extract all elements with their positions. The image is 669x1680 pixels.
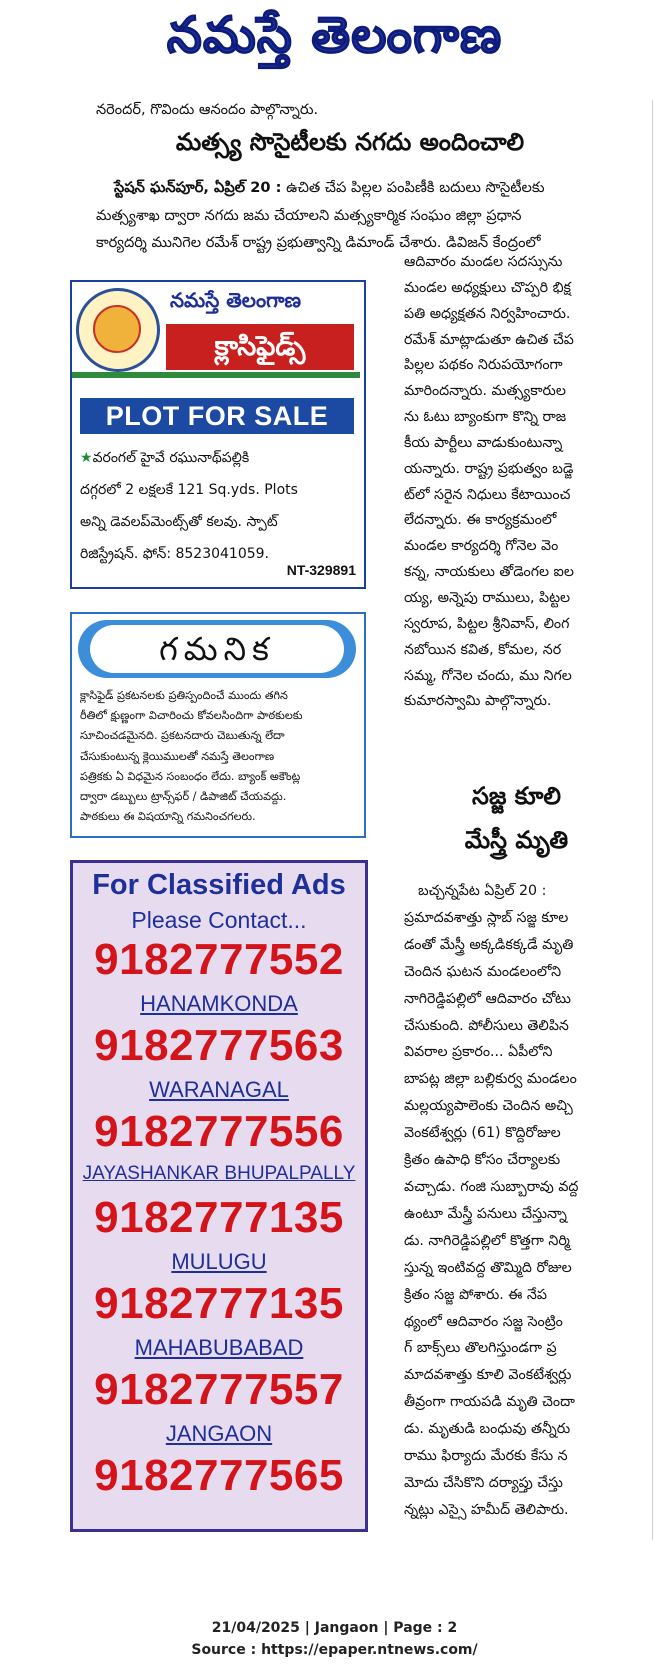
story1-intro <box>96 174 626 257</box>
lead-line: నరెందర్, గొవిందు ఆనందం పాల్గొన్నారు. <box>96 102 319 118</box>
story1-col-line: స్వరూప, పిట్టల శ్రీనివాస్, లింగ <box>404 615 570 632</box>
ad-location: JANGAON <box>165 1421 273 1446</box>
story2-line: గ్ బాక్స్‌లు తొలగిస్తుండగా ప్ర <box>404 1340 557 1357</box>
story2-line: డు. నాగిరెడ్డిపల్లిలో కొత్తగా నిర్మి <box>404 1232 570 1249</box>
classified-brand-top: నమస్తే తెలంగాణ <box>170 288 302 312</box>
story2-body <box>404 878 629 1524</box>
ad-phone: 9182777552 <box>94 935 344 984</box>
story2-line: మల్లయ్యపాలెంకు చెందిన అచ్చి <box>404 1098 573 1115</box>
story1-line: కార్యదర్శి మునిగెల రమేశ్ రాష్ట్ర ప్రభుత్వాన్ని డిమాండ్ చేశారు. డివిజన్ కేంద్రంలో <box>96 234 541 252</box>
ad-location: JAYASHANKAR BHUPALPALLY <box>82 1163 356 1184</box>
story1-col-line: రమేశ్ మాట్లాడుతూ ఉచిత చేప <box>404 331 574 348</box>
classified-contact-box <box>70 860 368 1532</box>
notice-line: ద్వారా డబ్బులు ట్రాన్స్‌ఫర్ / డిపాజిట్ చేయవద్దు. <box>80 790 287 804</box>
story1-col-line: యన్నారు. రాష్ట్ర ప్రభుత్వం బడ్జె <box>404 460 574 477</box>
story1-col-line: య్య, అన్నెపు రాములు, పిట్టల <box>404 589 571 606</box>
story2-line: మాదవశాత్తు కూలి వెంకటేశ్వర్లు <box>404 1367 572 1384</box>
story2-line: డు. మృతుడి బంధువు తన్నీరు <box>404 1421 571 1438</box>
plot-ad-body <box>80 442 356 570</box>
story2-line: వచ్చాడు. గంజి సుబ్బారావు వద్ద <box>404 1178 579 1195</box>
story2-line: తీవ్రంగా గాయపడి మృతి చెందా <box>404 1394 575 1411</box>
footer-source-link[interactable]: Source : https://epaper.ntnews.com/ <box>191 1642 478 1658</box>
plot-ad-line: అన్ని డెవలప్‌మెంట్స్‌తో కలవు. స్పాట్ <box>80 514 278 530</box>
story2-line: నాగిరెడ్డిపల్లిలో ఆదివారం చోటు <box>404 990 571 1007</box>
story1-col-line: మండల కార్యదర్శి గోనెల వెం <box>404 538 559 555</box>
story1-col-line: లేదన్నారు. ఈ కార్యక్రమంలో <box>404 512 557 529</box>
plot-ad-line: రిజిస్ట్రేషన్. ఫోన్: 8523041059. <box>80 546 270 562</box>
notice-line: పత్రికకు ఏ విధమైన సంబంధం లేదు. బ్యాంక్ అకౌంట్ల <box>80 769 301 783</box>
ad-location: WARANAGAL <box>149 1077 289 1102</box>
goddess-emblem-icon <box>93 305 141 353</box>
plot-ad-line: వరంగల్ హైవే రఘునాథ్‌పల్లికి <box>92 450 250 466</box>
story2-line: ఉంటూ మేస్త్రీ పనులు చేస్తున్నా <box>404 1205 567 1222</box>
notice-title: గమనిక <box>90 625 344 673</box>
story2-line: బాపట్ల జిల్లా బల్లికుర్వ మండలం <box>404 1071 577 1088</box>
story2-line: క్రితం సజ్జ పోశారు. ఈ నేప <box>404 1286 547 1303</box>
plot-ad-line: దగ్గరలో 2 లక్షలకే 121 Sq.yds. Plots <box>80 482 298 498</box>
ad-code: NT-329891 <box>286 562 356 578</box>
ad-phone: 9182777135 <box>94 1279 344 1328</box>
story2-line: చేసుకుంది. పోలీసులు తెలిపిన <box>404 1017 569 1034</box>
story1-col-line: ఆదివారం మండల సదస్సును <box>404 254 563 270</box>
story1-col-line: మారిందన్నారు. మత్స్యకారుల <box>404 383 566 400</box>
ad-location: MAHABUBABAD <box>134 1335 304 1360</box>
story2-line: క్రితం ఉపాధి కోసం చేర్యాలకు <box>404 1152 561 1169</box>
notice-line: క్లాసిఫైడ్ ప్రకటనలకు ప్రతిస్పందించే ముందు తగిన <box>80 689 288 702</box>
footer-date-page: 21/04/2025 | Jangaon | Page : 2 <box>211 1620 458 1636</box>
notice-line: చేసుకుంటున్న క్లెయిములతో నమస్తే తెలంగాణ <box>80 749 275 763</box>
ad-location: MULUGU <box>171 1249 267 1274</box>
notice-text <box>80 686 356 827</box>
story2-line: వెంకటేశ్వర్లు (61) కొద్దిరోజుల <box>404 1125 561 1142</box>
masthead-logo: నమస్తే తెలంగాణ <box>166 6 503 64</box>
story1-col-line: కన్న, నాయకులు తోడెంగల ఐల <box>404 564 574 581</box>
notice-banner <box>78 620 356 678</box>
story2-dateline: బచ్చన్నపేట ఏప్రిల్ 20 : <box>418 883 547 899</box>
notice-line: పాఠకులు ఈ విషయాన్ని గమనించగలరు. <box>80 810 256 824</box>
notice-line: రీతిలో క్షుణ్ణంగా విచారించు కోవలసిందిగా పాఠకులకు <box>80 709 303 723</box>
ads-subtitle: Please Contact... <box>131 907 307 933</box>
ad-phone: 9182777565 <box>94 1451 344 1500</box>
story2-line: థ్యంలో ఆదివారం సజ్జ సెంట్రిం <box>404 1313 563 1330</box>
story1-dateline: స్టేషన్ ఘన్‌పూర్, ఏప్రిల్ 20 : <box>114 179 282 196</box>
notice-line: సూచించడమైనది. ప్రకటనదారు చెబుతున్న లేదా <box>80 729 285 743</box>
story1-col-line: ను ఓటు బ్యాంకుగా కొన్ని రాజ <box>404 409 567 426</box>
story1-col-line: నబోయిన కవిత, కోమల, నర <box>404 641 562 658</box>
ads-title: For Classified Ads <box>92 869 346 901</box>
story2-line: చెందిన ఘటన మండలంలోని <box>404 963 562 980</box>
story2-headline-line2: మేస్త్రీ మృతి <box>464 826 569 854</box>
story1-col-line: కీయ పార్టీలు వాడుకుంటున్నా <box>404 434 563 451</box>
ad-phone: 9182777135 <box>94 1193 344 1242</box>
classified-brand-bottom: క్లాసిఫైడ్స్ <box>166 324 354 370</box>
ad-location: HANAMKONDA <box>140 991 298 1016</box>
story1-line: ఉచిత చేప పిల్లల పంపిణీకి బదులు సొసైటీలకు <box>286 179 545 196</box>
star-icon: ★ <box>80 450 93 466</box>
story1-col-line: పిల్లల పథకం నిరుపయోగంగా <box>404 357 563 374</box>
story1-col-line: ట్‌లో సరైన నిధులు కేటాయించ <box>404 486 571 503</box>
story2-line: డంతో మేస్త్రీ అక్కడికక్కడే మృతి <box>404 936 574 953</box>
story1-col-line: సమ్మ, గోనెల చందు, ము నిగల <box>404 667 572 684</box>
story1-column <box>404 250 629 715</box>
ad-phone: 9182777557 <box>94 1365 344 1414</box>
plot-for-sale-title: PLOT FOR SALE <box>80 398 354 434</box>
story2-headline-line1: సజ్జ కూలి <box>472 782 561 810</box>
story1-col-line: పతి అధ్యక్షతన నిర్వహించారు. <box>404 305 571 322</box>
story1-line: మత్స్యశాఖ ద్వారా నగదు జమ చేయాలని మత్స్యకార్మిక సంఘం జిల్లా ప్రధాన <box>96 206 522 224</box>
story2-line: రాము ఫిర్యాదు మేరకు కేసు న <box>404 1448 568 1465</box>
column-divider <box>652 100 653 1540</box>
story2-line: న్నట్లు ఎస్సై హమీద్ తెలిపారు. <box>404 1501 569 1518</box>
story1-headline: మత్స్య సొసైటీలకు నగదు అందించాలి <box>175 128 525 156</box>
ad-phone: 9182777563 <box>94 1021 344 1070</box>
classified-green-stripe <box>72 372 360 378</box>
story1-col-line: మండల అధ్యక్షులు చొప్పరి భిక్ష <box>404 279 571 296</box>
notice-box <box>70 612 366 838</box>
story1-col-line: కుమారస్వామి పాల్గొన్నారు. <box>404 693 552 710</box>
classifieds-seal-logo <box>76 288 160 372</box>
story2-line: స్తున్న ఇంటివద్ద తొమ్మిది రోజుల <box>404 1259 572 1276</box>
story2-line: మోదు చేసికొని దర్యాప్తు చేస్తు <box>404 1474 563 1491</box>
classified-ad-box <box>70 280 366 589</box>
story2-line: ప్రమాదవశాత్తు స్లాబ్ సజ్జ కూల <box>404 909 569 926</box>
story2-line: వివరాల ప్రకారం... ఏపీలోని <box>404 1044 553 1061</box>
ad-phone: 9182777556 <box>94 1107 344 1156</box>
